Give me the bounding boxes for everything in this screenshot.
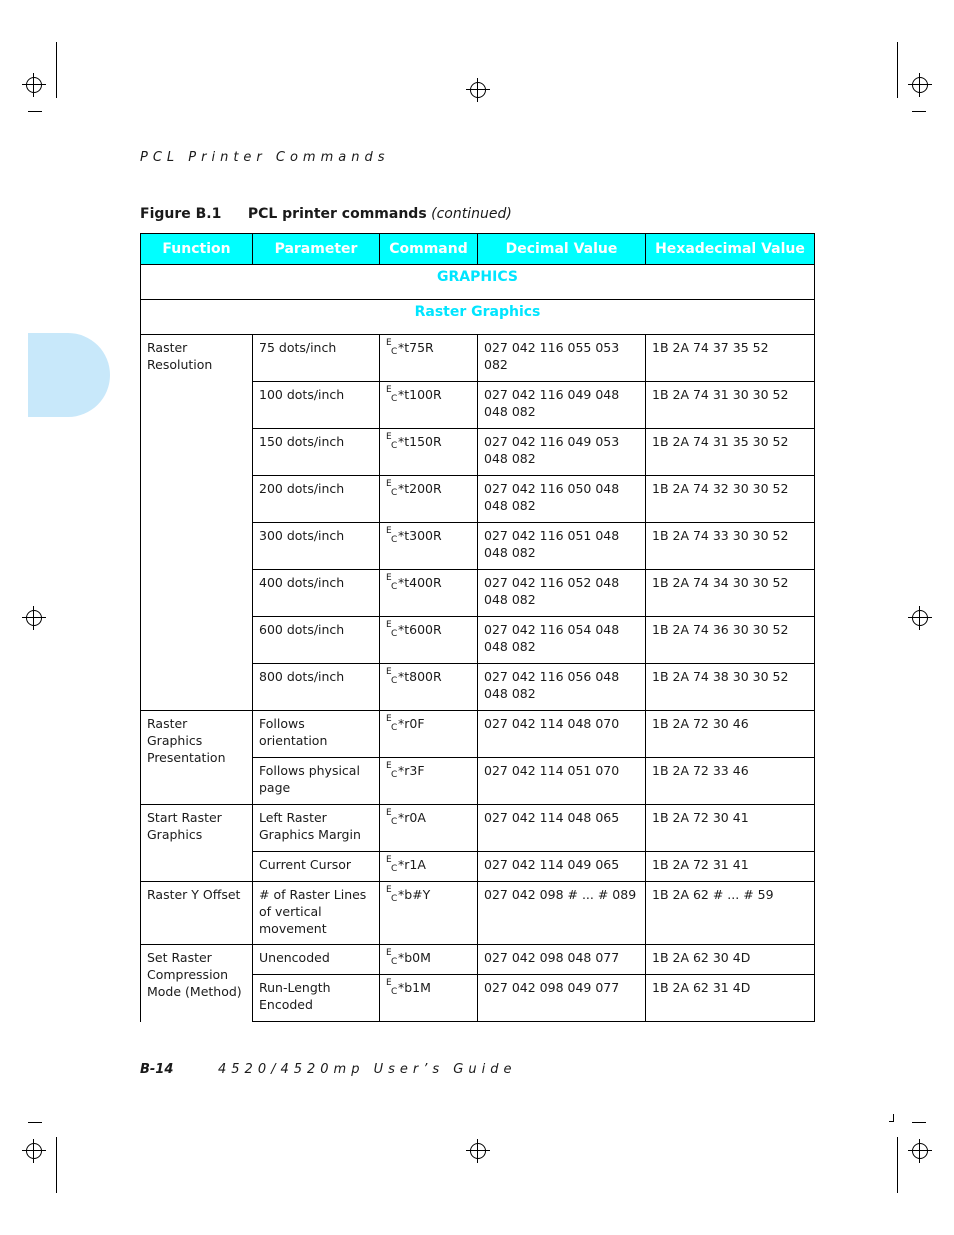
command-cell [380,711,478,758]
escape-char-sub: C [391,347,398,357]
command-text: *t800R [398,669,442,684]
parameter-cell: 200 dots/inch [253,476,380,523]
escape-char-sub: C [391,441,398,451]
parameter-cell: Unencoded [253,945,380,975]
registration-mark-icon [22,606,46,630]
command-text: *b0M [398,950,431,965]
command-text: *b#Y [398,887,431,902]
figure-title [140,206,512,222]
command-cell [380,882,478,945]
decimal-cell: 027 042 098 049 077 [478,975,646,1022]
command-text: *r0F [398,716,425,731]
registration-mark-icon [908,606,932,630]
escape-char-super: E [386,714,392,724]
hex-cell: 1B 2A 74 33 30 30 52 [646,523,815,570]
escape-char-sub: C [391,817,398,827]
parameter-cell: Run-Length Encoded [253,975,380,1022]
command-text: *t600R [398,622,442,637]
column-header: Command [380,234,478,265]
crop-mark [912,1122,926,1123]
command-cell [380,617,478,664]
escape-char-sub: C [391,957,398,967]
decimal-cell: 027 042 114 051 070 [478,758,646,805]
decimal-cell: 027 042 116 049 053 048 082 [478,429,646,476]
parameter-cell: 75 dots/inch [253,335,380,382]
figure-name: PCL printer commands [247,206,427,222]
escape-char-super: E [386,526,392,536]
subsection-title: Raster Graphics [141,300,815,335]
column-header: Decimal Value [478,234,646,265]
command-text: *r0A [398,810,426,825]
function-cell: Raster Y Offset [141,882,253,945]
command-text: *t400R [398,575,442,590]
command-cell [380,945,478,975]
escape-char-sub: C [391,488,398,498]
table-row [141,711,815,758]
page-number: B-14 [140,1062,174,1077]
pcl-commands-table [140,233,815,1022]
command-text: *r1A [398,857,426,872]
escape-char-icon [386,433,398,449]
command-cell [380,429,478,476]
escape-char-super: E [386,978,392,988]
command-cell [380,664,478,711]
escape-char-sub: C [391,394,398,404]
parameter-cell: 150 dots/inch [253,429,380,476]
command-cell [380,335,478,382]
command-text: *t200R [398,481,442,496]
command-cell [380,476,478,523]
registration-mark-icon [22,73,46,97]
hex-cell: 1B 2A 62 30 4D [646,945,815,975]
decimal-cell: 027 042 114 048 070 [478,711,646,758]
escape-char-icon [386,949,398,965]
escape-char-sub: C [391,582,398,592]
decimal-cell: 027 042 114 049 065 [478,852,646,882]
decimal-cell: 027 042 116 054 048 048 082 [478,617,646,664]
registration-mark-icon [466,78,490,102]
escape-char-super: E [386,573,392,583]
decimal-cell: 027 042 114 048 065 [478,805,646,852]
parameter-cell: 600 dots/inch [253,617,380,664]
hex-cell: 1B 2A 74 37 35 52 [646,335,815,382]
escape-char-icon [386,527,398,543]
hex-cell: 1B 2A 72 33 46 [646,758,815,805]
hex-cell: 1B 2A 74 31 30 30 52 [646,382,815,429]
registration-mark-icon [908,1139,932,1163]
escape-char-sub: C [391,864,398,874]
crop-mark [889,1121,894,1122]
escape-char-super: E [386,667,392,677]
column-header: Function [141,234,253,265]
escape-char-super: E [386,885,392,895]
hex-cell: 1B 2A 74 38 30 30 52 [646,664,815,711]
decimal-cell: 027 042 098 # ... # 089 [478,882,646,945]
parameter-cell: 300 dots/inch [253,523,380,570]
crop-mark [56,1137,57,1193]
parameter-cell: Current Cursor [253,852,380,882]
command-text: *t150R [398,434,442,449]
table-row [141,335,815,382]
table-row [141,805,815,852]
decimal-cell: 027 042 116 052 048 048 082 [478,570,646,617]
escape-char-icon [386,856,398,872]
hex-cell: 1B 2A 74 32 30 30 52 [646,476,815,523]
escape-char-super: E [386,620,392,630]
command-cell [380,975,478,1022]
crop-mark [28,1122,42,1123]
escape-char-icon [386,762,398,778]
column-header: Hexadecimal Value [646,234,815,265]
figure-label: Figure B.1 [140,206,222,222]
decimal-cell: 027 042 116 055 053 082 [478,335,646,382]
escape-char-sub: C [391,676,398,686]
function-cell: Raster Graphics Presentation [141,711,253,805]
escape-char-super: E [386,761,392,771]
crop-mark [897,42,898,98]
escape-char-super: E [386,855,392,865]
escape-char-sub: C [391,987,398,997]
function-cell: Start Raster Graphics [141,805,253,882]
escape-char-super: E [386,948,392,958]
escape-char-sub: C [391,894,398,904]
parameter-cell: 100 dots/inch [253,382,380,429]
hex-cell: 1B 2A 72 30 46 [646,711,815,758]
hex-cell: 1B 2A 74 36 30 30 52 [646,617,815,664]
command-cell [380,852,478,882]
escape-char-icon [386,386,398,402]
escape-char-super: E [386,479,392,489]
hex-cell: 1B 2A 74 34 30 30 52 [646,570,815,617]
parameter-cell: Left Raster Graphics Margin [253,805,380,852]
table-header-row [141,234,815,265]
escape-char-icon [386,480,398,496]
command-text: *b1M [398,980,431,995]
escape-char-icon [386,339,398,355]
parameter-cell: Follows physical page [253,758,380,805]
hex-cell: 1B 2A 72 31 41 [646,852,815,882]
decimal-cell: 027 042 116 051 048 048 082 [478,523,646,570]
command-cell [380,382,478,429]
subsection-row [141,300,815,335]
crop-mark [897,1137,898,1193]
escape-char-icon [386,809,398,825]
escape-char-icon [386,979,398,995]
figure-continued: (continued) [431,206,512,222]
escape-char-sub: C [391,629,398,639]
escape-char-icon [386,715,398,731]
function-cell: Raster Resolution [141,335,253,711]
parameter-cell: # of Raster Lines of vertical movement [253,882,380,945]
command-text: *t100R [398,387,442,402]
registration-mark-icon [22,1139,46,1163]
escape-char-icon [386,621,398,637]
section-row [141,265,815,300]
crop-mark [28,111,42,112]
crop-mark [56,42,57,98]
command-cell [380,570,478,617]
command-text: *r3F [398,763,425,778]
table-row [141,882,815,945]
column-header: Parameter [253,234,380,265]
command-cell [380,758,478,805]
hex-cell: 1B 2A 62 # ... # 59 [646,882,815,945]
escape-char-icon [386,574,398,590]
section-title: GRAPHICS [141,265,815,300]
escape-char-super: E [386,432,392,442]
registration-mark-icon [466,1139,490,1163]
command-cell [380,523,478,570]
escape-char-icon [386,886,398,902]
hex-cell: 1B 2A 74 31 35 30 52 [646,429,815,476]
escape-char-sub: C [391,723,398,733]
table-row [141,945,815,975]
parameter-cell: 800 dots/inch [253,664,380,711]
crop-mark [912,111,926,112]
hex-cell: 1B 2A 62 31 4D [646,975,815,1022]
escape-char-super: E [386,338,392,348]
escape-char-super: E [386,385,392,395]
decimal-cell: 027 042 116 049 048 048 082 [478,382,646,429]
parameter-cell: Follows orientation [253,711,380,758]
escape-char-icon [386,668,398,684]
escape-char-super: E [386,808,392,818]
decimal-cell: 027 042 116 056 048 048 082 [478,664,646,711]
command-cell [380,805,478,852]
hex-cell: 1B 2A 72 30 41 [646,805,815,852]
running-head: PCL Printer Commands [140,150,390,165]
function-cell: Set Raster Compression Mode (Method) [141,945,253,1022]
escape-char-sub: C [391,535,398,545]
decimal-cell: 027 042 098 048 077 [478,945,646,975]
decimal-cell: 027 042 116 050 048 048 082 [478,476,646,523]
chapter-tab-marker [28,333,110,417]
registration-mark-icon [908,73,932,97]
guide-title: 4520/4520mp User’s Guide [218,1062,517,1077]
command-text: *t75R [398,340,434,355]
command-text: *t300R [398,528,442,543]
escape-char-sub: C [391,770,398,780]
parameter-cell: 400 dots/inch [253,570,380,617]
